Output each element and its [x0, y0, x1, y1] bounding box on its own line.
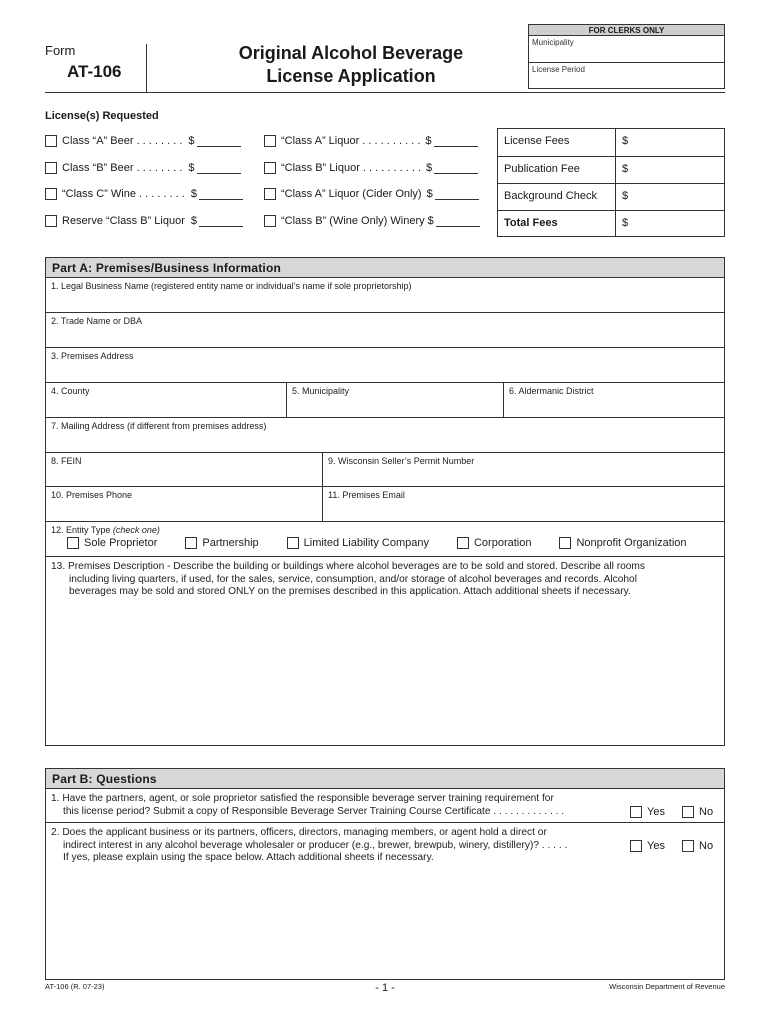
license-label: “Class C” Wine . . . . . . . .	[62, 188, 185, 200]
checkbox[interactable]	[264, 162, 276, 174]
page-title	[160, 42, 542, 88]
row-fein	[46, 453, 724, 487]
row-phone-email	[46, 487, 724, 522]
field-label: 11. Premises Email	[328, 490, 405, 500]
field-hint: (check one)	[112, 525, 160, 535]
license-amount-field[interactable]	[434, 162, 478, 174]
row-trade-name	[46, 313, 724, 348]
part-b-section	[45, 768, 725, 980]
dollar-sign: $	[190, 215, 197, 227]
text-line: beverages may be sold and stored ONLY on the premises described in this application. Attach additional sheets if necessary.	[69, 586, 631, 597]
license-option-class-c-wine[interactable]	[45, 186, 243, 202]
aldermanic-district-field[interactable]	[503, 383, 724, 417]
field-label: 12. Entity Type	[51, 525, 111, 535]
text-line: indirect interest in any alcohol beverage wholesaler or producer (e.g., brewer, brewpub, winery, distillery)? . . . . .	[63, 839, 568, 851]
entity-type-options	[67, 537, 687, 549]
title-line-2: License Application	[266, 66, 436, 86]
title-line-1: Original Alcohol Beverage	[238, 43, 464, 63]
checkbox[interactable]	[45, 135, 57, 147]
license-label: “Class B” Liquor . . . . . . . . . .	[281, 162, 421, 174]
premises-email-field[interactable]	[322, 487, 724, 521]
dollar-sign: $	[427, 215, 434, 227]
fee-label: License Fees	[498, 129, 616, 156]
field-label: 3. Premises Address	[51, 351, 134, 361]
text-line: including living quarters, if used, for the sales, service, consumption, and/or storage of alcohol beverages and records. Alcohol	[69, 573, 637, 585]
checkbox[interactable]	[45, 215, 57, 227]
fee-label: Total Fees	[498, 211, 616, 237]
field-label: 10. Premises Phone	[51, 490, 133, 500]
license-option-class-a-beer[interactable]	[45, 133, 241, 149]
license-option-class-a-liquor[interactable]	[264, 133, 478, 149]
part-b-heading: Part B: Questions	[46, 769, 724, 789]
field-label: 5. Municipality	[292, 386, 350, 396]
row-county-municipality	[46, 383, 724, 418]
license-label: Reserve “Class B” Liquor	[62, 215, 185, 227]
license-option-class-b-beer[interactable]	[45, 160, 241, 176]
fee-row-publication	[498, 156, 724, 183]
header-divider	[146, 44, 147, 92]
text-line: 13. Premises Description - Describe the building or buildings where alcohol beverages are to be sold and stored. Describe all rooms	[51, 561, 646, 572]
checkbox[interactable]	[682, 806, 694, 818]
license-amount-field[interactable]	[436, 215, 480, 227]
license-amount-field[interactable]	[435, 188, 479, 200]
text-line: If yes, please explain using the space below. Attach additional sheets if necessary.	[63, 852, 434, 863]
fee-label: Background Check	[498, 184, 616, 210]
license-option-reserve-class-b-liquor[interactable]	[45, 213, 243, 229]
q2-no-option[interactable]	[682, 840, 713, 853]
dollar-sign: $	[425, 162, 433, 174]
field-label: 8. FEIN	[51, 456, 82, 466]
text-line: this license period? Submit a copy of Responsible Beverage Server Training Course Certificate . . . . . . . . . . . . .	[63, 805, 565, 817]
question-2[interactable]	[46, 823, 724, 979]
clerk-municipality-label: Municipality	[532, 38, 574, 47]
dollar-sign: $	[425, 135, 432, 147]
form-label: Form	[45, 43, 76, 58]
municipality-field[interactable]	[286, 383, 503, 417]
field-label: 6. Aldermanic District	[509, 386, 594, 396]
fee-amount-field[interactable]: $	[622, 217, 629, 229]
entity-llc[interactable]	[287, 537, 429, 549]
entity-nonprofit[interactable]	[559, 537, 686, 549]
license-amount-field[interactable]	[434, 135, 478, 147]
fee-amount-field[interactable]: $	[622, 190, 629, 202]
row-legal-name	[46, 278, 724, 313]
dollar-sign: $	[190, 188, 197, 200]
form-number: AT-106	[67, 62, 122, 81]
entity-type-field	[46, 522, 724, 556]
dollar-sign: $	[188, 162, 195, 174]
checkbox[interactable]	[287, 537, 299, 549]
dollar-sign: $	[426, 188, 433, 200]
part-a-section	[45, 257, 725, 746]
checkbox[interactable]	[559, 537, 571, 549]
entity-sole-proprietor[interactable]	[67, 537, 157, 549]
fein-field[interactable]	[46, 453, 322, 486]
license-option-class-b-winery[interactable]	[264, 213, 480, 229]
field-label: 9. Wisconsin Seller’s Permit Number	[328, 456, 475, 466]
license-amount-field[interactable]	[199, 215, 243, 227]
legal-business-name-field[interactable]	[46, 278, 724, 312]
q2-yes-option[interactable]	[630, 840, 665, 853]
clerk-license-period-field[interactable]	[529, 62, 724, 88]
yes-label: Yes	[647, 840, 665, 852]
fees-table	[497, 128, 725, 237]
premises-description-instructions	[51, 561, 721, 599]
fee-row-license	[498, 129, 724, 156]
q1-no-option[interactable]	[682, 806, 713, 819]
entity-corporation[interactable]	[457, 537, 531, 549]
part-a-heading: Part A: Premises/Business Information	[46, 258, 724, 278]
mailing-address-field[interactable]	[46, 418, 724, 452]
clerks-only-box	[528, 24, 725, 89]
question-1-text	[51, 793, 641, 818]
text-line: 2. Does the applicant business or its partners, officers, directors, managing members, or agent hold a direct or	[51, 827, 547, 838]
option-label: Corporation	[473, 537, 532, 549]
license-amount-field[interactable]	[197, 162, 241, 174]
header-rule	[45, 92, 725, 93]
county-field[interactable]	[46, 383, 286, 417]
no-label: No	[699, 840, 714, 852]
q1-yes-option[interactable]	[630, 806, 665, 819]
license-label: Class “A” Beer . . . . . . . .	[62, 135, 183, 147]
footer-department: Wisconsin Department of Revenue	[609, 982, 725, 991]
premises-address-field[interactable]	[46, 348, 724, 382]
entity-partnership[interactable]	[185, 537, 258, 549]
sellers-permit-field[interactable]	[322, 453, 724, 486]
page-number: - 1 -	[375, 982, 395, 994]
row-premises-address	[46, 348, 724, 383]
option-label: Nonprofit Organization	[576, 537, 687, 549]
option-label: Partnership	[202, 537, 259, 549]
license-label: “Class A” Liquor . . . . . . . . . .	[281, 135, 421, 147]
no-label: No	[699, 806, 714, 818]
trade-name-field[interactable]	[46, 313, 724, 347]
license-label: “Class B” (Wine Only) Winery	[281, 215, 425, 227]
field-label: 2. Trade Name or DBA	[51, 316, 143, 326]
checkbox[interactable]	[630, 806, 642, 818]
question-1	[46, 789, 724, 823]
row-entity-type	[46, 522, 724, 557]
fee-amount-field[interactable]: $	[622, 163, 629, 175]
checkbox[interactable]	[630, 840, 642, 852]
checkbox[interactable]	[682, 840, 694, 852]
fee-row-total	[498, 210, 724, 237]
field-label: 7. Mailing Address (if different from premises address)	[51, 421, 267, 431]
premises-description-field[interactable]	[46, 557, 724, 745]
fee-label: Publication Fee	[498, 157, 616, 183]
fee-row-background-check	[498, 183, 724, 210]
license-amount-field[interactable]	[199, 188, 243, 200]
option-label: Sole Proprietor	[84, 537, 158, 549]
premises-phone-field[interactable]	[46, 487, 322, 521]
fee-amount-field[interactable]: $	[622, 135, 629, 147]
field-label: 1. Legal Business Name (registered entity name or individual’s name if sole proprietorship)	[51, 281, 412, 291]
clerk-municipality-field[interactable]	[529, 36, 724, 62]
option-label: Limited Liability Company	[303, 537, 429, 549]
checkbox[interactable]	[45, 188, 57, 200]
question-2-text	[51, 827, 641, 865]
license-label: Class “B” Beer . . . . . . . .	[62, 162, 183, 174]
license-option-class-b-liquor[interactable]	[264, 160, 478, 176]
yes-label: Yes	[647, 806, 665, 818]
field-label: 4. County	[51, 386, 90, 396]
checkbox[interactable]	[457, 537, 469, 549]
clerk-license-period-label: License Period	[532, 65, 585, 74]
checkbox[interactable]	[185, 537, 197, 549]
text-line: 1. Have the partners, agent, or sole proprietor satisfied the responsible beverage server training requirement for	[51, 793, 554, 804]
footer-form-revision: AT-106 (R. 07-23)	[45, 982, 105, 991]
checkbox[interactable]	[264, 215, 276, 227]
dollar-sign: $	[188, 135, 195, 147]
checkbox[interactable]	[264, 135, 276, 147]
checkbox[interactable]	[67, 537, 79, 549]
license-amount-field[interactable]	[197, 135, 241, 147]
row-mailing-address	[46, 418, 724, 453]
checkbox[interactable]	[264, 188, 276, 200]
license-label: “Class A” Liquor (Cider Only)	[281, 188, 422, 200]
license-option-class-a-liquor-cider[interactable]	[264, 186, 479, 202]
clerks-only-heading: FOR CLERKS ONLY	[529, 25, 724, 36]
licenses-heading: License(s) Requested	[45, 110, 159, 122]
checkbox[interactable]	[45, 162, 57, 174]
